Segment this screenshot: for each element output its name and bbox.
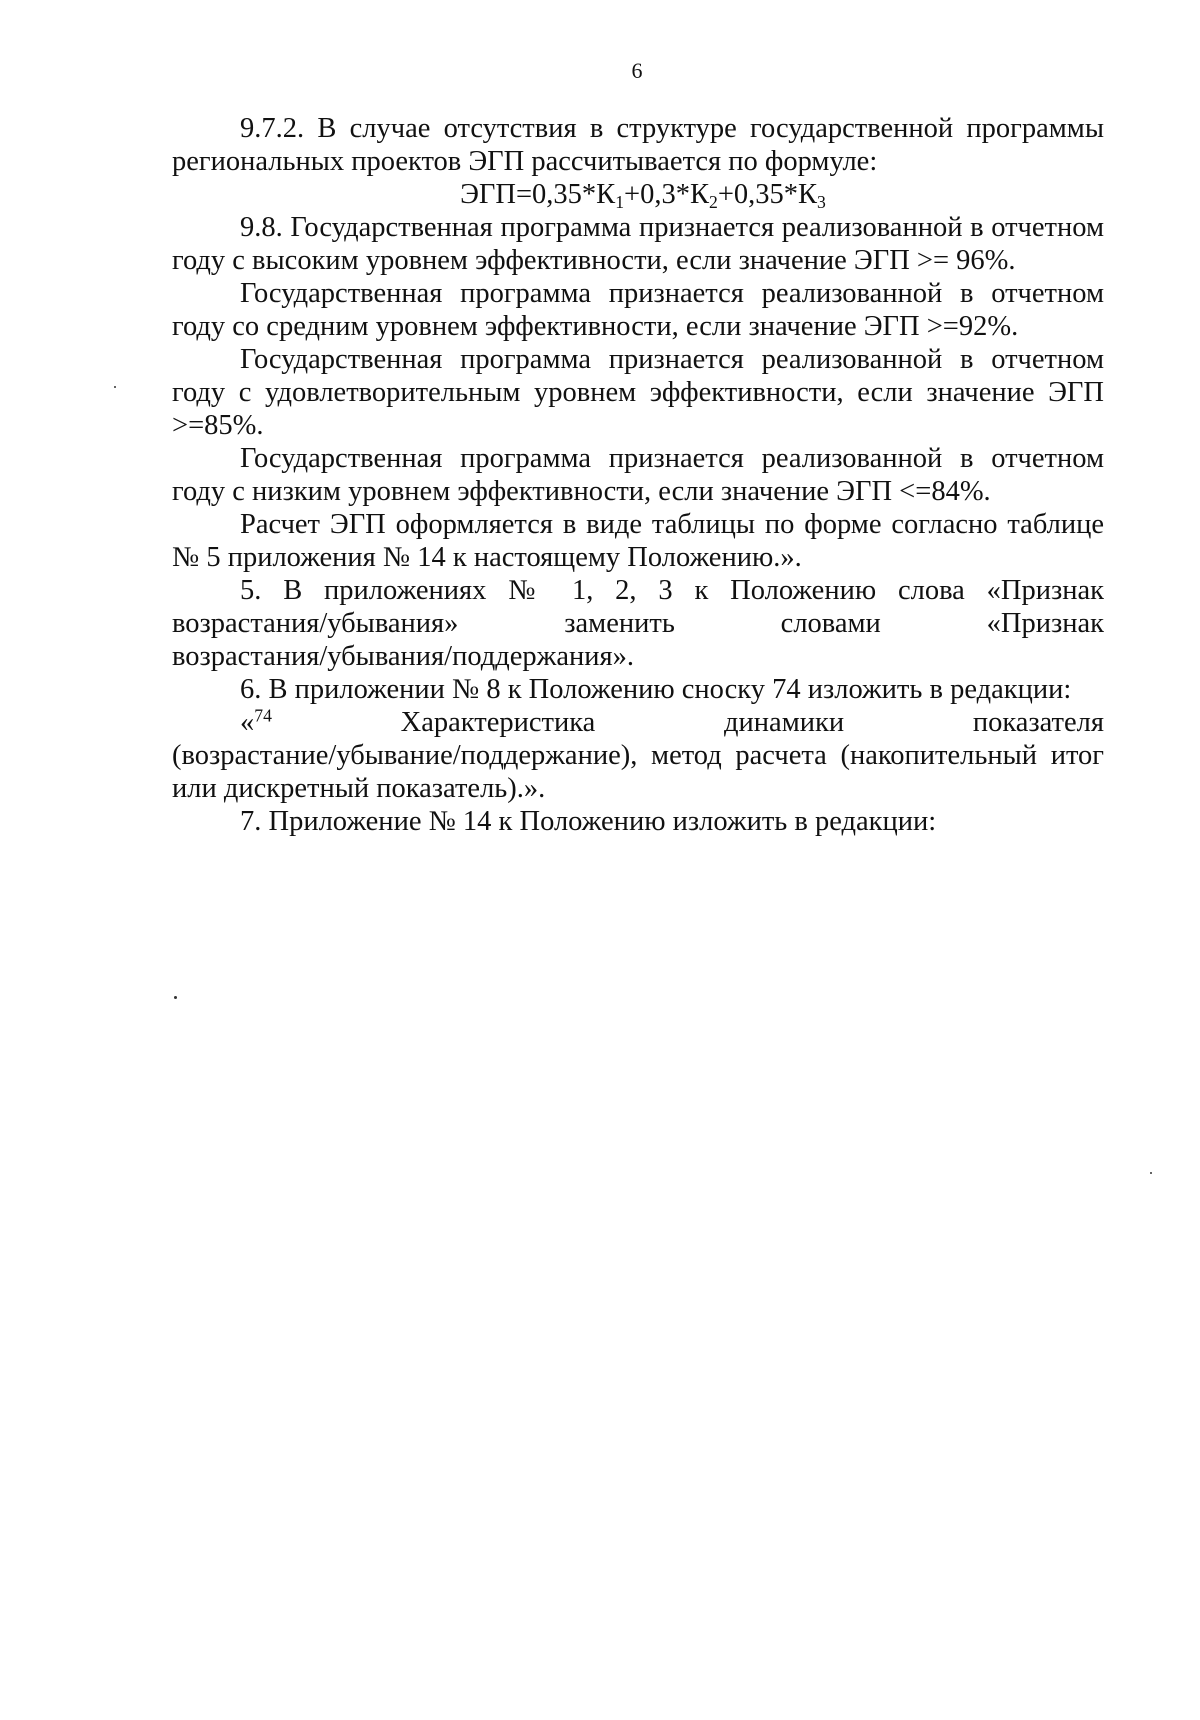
- paragraph-low-level: Государственная программа признается реализованной в отчетном году с низким уровнем эффективности, если значение ЭГП <=84%.: [172, 443, 1104, 507]
- formula-part-1: ЭГП=0,35*К: [460, 179, 616, 210]
- paragraph-average-level: Государственная программа признается реализованной в отчетном году со средним уровнем эффективности, если значение ЭГП >=92%.: [172, 278, 1104, 342]
- formula-part-2: +0,3*К: [624, 179, 709, 210]
- paragraph-9-8: 9.8. Государственная программа признается реализованной в отчетном году с высоким уровнем эффективности, если значение ЭГП >= 96%.: [172, 212, 1104, 276]
- paragraph-5-line-2: возрастания/убывания» заменить словами «Признак: [172, 608, 1104, 639]
- formula-sub-2: 2: [709, 191, 718, 212]
- paragraph-satisfactory-level: Государственная программа признается реализованной в отчетном году с удовлетворительным уровнем эффективности, если значение ЭГП >=85%.: [172, 344, 1104, 441]
- paragraph-5-line-1: 5. В приложениях № 1, 2, 3 к Положению слова «Признак: [240, 575, 1104, 606]
- scan-speck: [114, 386, 116, 388]
- footnote-open-quote: «: [240, 707, 255, 738]
- document-body: [172, 112, 1104, 838]
- paragraph-6: 6. В приложении № 8 к Положению сноску 74 изложить в редакции:: [240, 674, 1072, 705]
- paragraph-calculation: Расчет ЭГП оформляется в виде таблицы по форме согласно таблице № 5 приложения № 14 к настоящему Положению.».: [172, 509, 1104, 573]
- scan-speck: [174, 996, 177, 999]
- formula-sub-1: 1: [615, 191, 625, 212]
- paragraph-5-line-3: возрастания/убывания/поддержания».: [172, 641, 634, 672]
- formula-part-3: +0,35*К: [717, 179, 818, 210]
- footnote-first-line: Характеристика динамики показателя: [271, 707, 1104, 738]
- paragraph-9-7-2: 9.7.2. В случае отсутствия в структуре государственной программы региональных проектов ЭГП рассчитывается по формуле:: [172, 113, 1104, 177]
- footnote-74-line-1: [172, 706, 1104, 739]
- scan-speck: [1150, 1172, 1152, 1174]
- footnote-mark: 74: [254, 705, 272, 726]
- footnote-74-rest: (возрастание/убывание/поддержание), метод расчета (накопительный итог или дискретный показатель).».: [172, 740, 1104, 804]
- page-number: 6: [631, 58, 643, 83]
- formula-egp: [172, 178, 1104, 211]
- formula-sub-3: 3: [817, 191, 826, 212]
- paragraph-7: 7. Приложение № 14 к Положению изложить в редакции:: [240, 806, 937, 837]
